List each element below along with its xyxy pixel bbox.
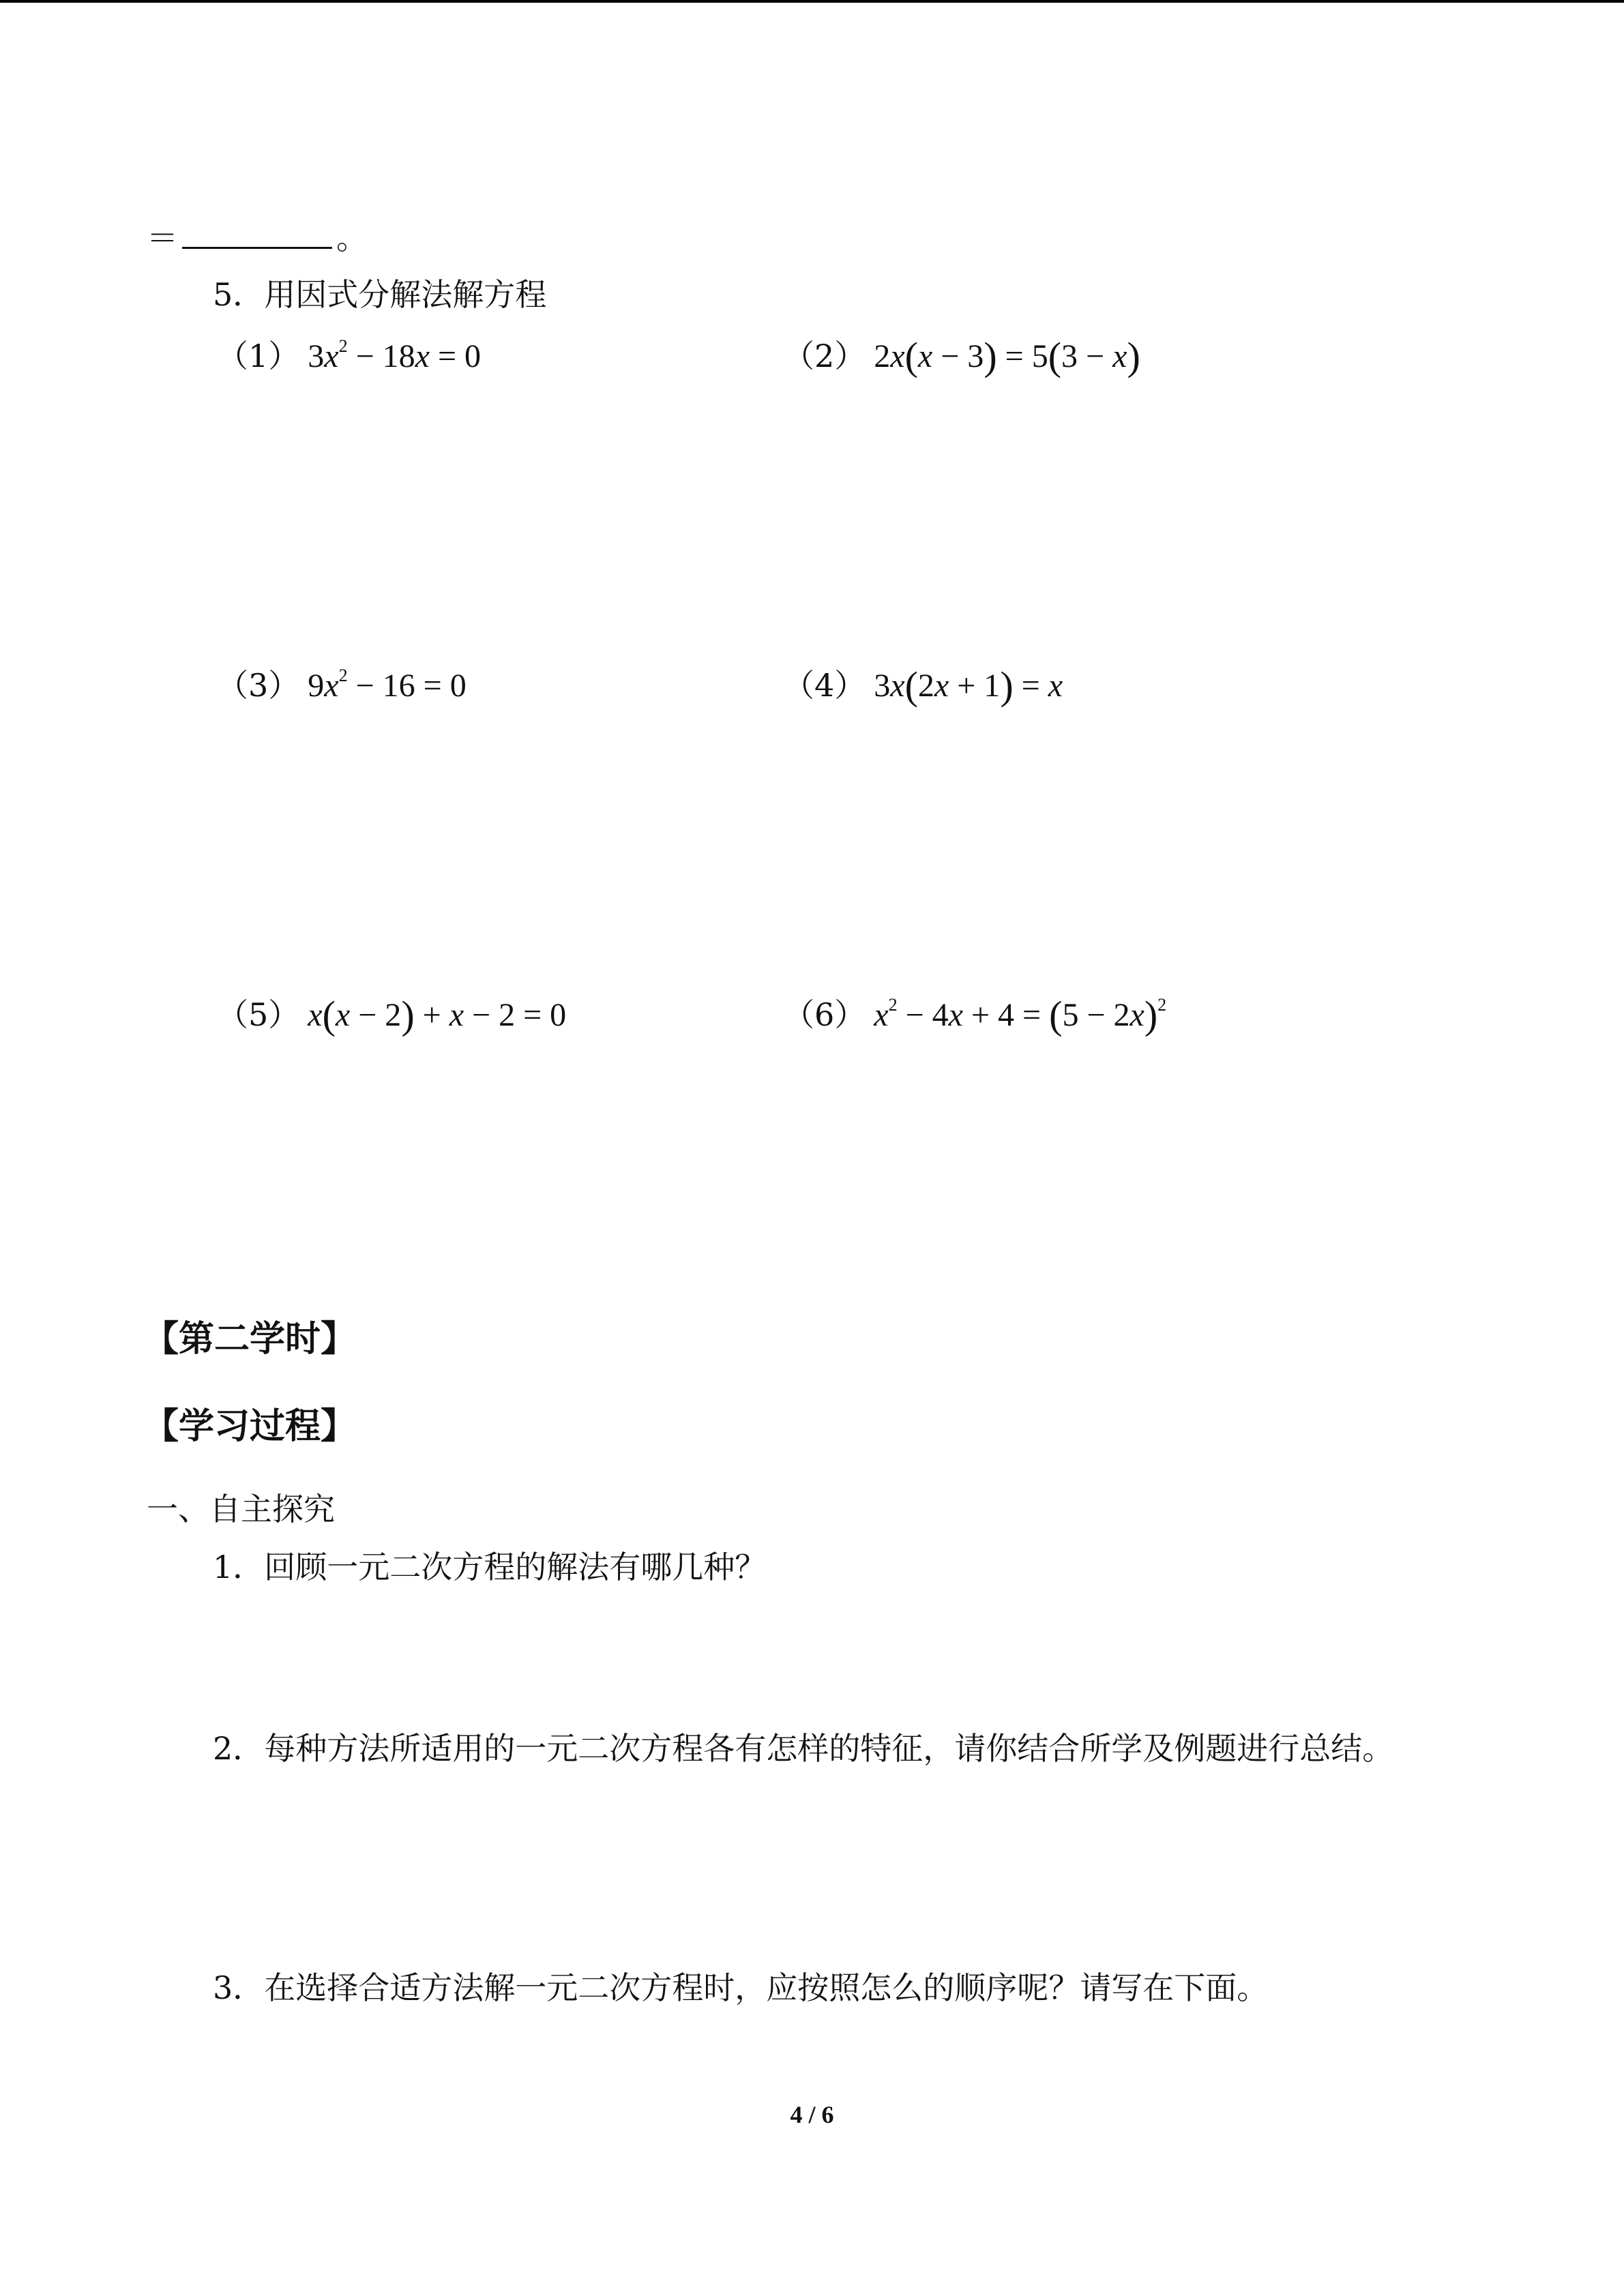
equation-5-body: x(x − 2) + x − 2 = 0 [308,993,567,1037]
equation-2 [783,336,1140,377]
equation-2-body: 2x(x − 3) = 5(3 − x) [874,334,1140,378]
equation-1-label: （1） [217,338,300,374]
problem-5-title: 5．用因式分解法解方程 [213,276,547,313]
answer-blank[interactable] [182,217,332,249]
section-heading-second-lesson: 【第二学时】 [143,1319,357,1360]
equation-3-body: $9x^2 - 16 = 0$ [308,666,467,704]
equation-4 [783,665,1063,706]
equation-1 [217,336,481,377]
equals-sign: ＝ [147,220,178,256]
page-number: 4 / 6 [790,2101,834,2128]
equation-3-label: （3） [217,667,300,704]
continuation-answer-line [147,217,368,258]
question-2: 2．每种方法所适用的一元二次方程各有怎样的特征，请你结合所学及例题进行总结。 [213,1730,1394,1767]
equation-2-label: （2） [783,338,866,374]
equation-1-body: $3x^2 - 18x = 0$ [308,336,482,374]
question-3: 3．在选择合适方法解一元二次方程时，应按照怎么的顺序呢？请写在下面。 [213,1969,1269,2006]
equation-6-body: $x^2 - 4x + 4 = (5 - 2x)^2$ [874,993,1167,1037]
equation-6 [783,994,1166,1036]
equation-5 [217,994,566,1036]
question-1: 1．回顾一元二次方程的解法有哪几种？ [213,1549,767,1585]
section-heading-learning-process: 【学习过程】 [143,1406,357,1447]
equation-4-body: 3x(2x + 1) = x [874,664,1063,708]
equation-5-label: （5） [217,996,300,1033]
equation-4-label: （4） [783,667,866,704]
equation-6-label: （6） [783,996,866,1033]
equation-3 [217,665,467,706]
top-border [0,0,1624,3]
self-explore-title: 一、自主探究 [147,1491,335,1527]
period-mark: 。 [336,220,368,256]
